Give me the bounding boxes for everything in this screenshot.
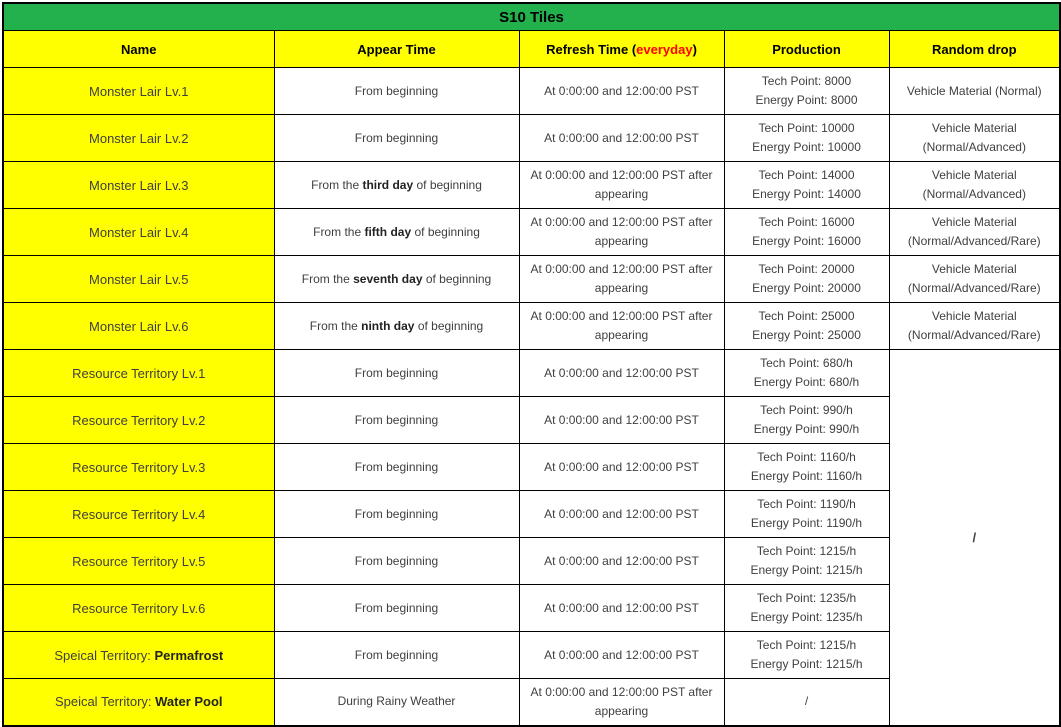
random-drop-cell: Vehicle Material (Normal/Advanced/Rare) [889,256,1060,303]
production-line: Energy Point: 680/h [753,375,860,389]
production-line: Tech Point: 16000 [758,215,855,229]
column-header-appear-time [274,31,519,68]
name-cell [3,538,274,585]
text-segment: ) [692,41,697,57]
text-segment: From beginning [354,83,439,98]
random-drop-merged-cell: / [889,350,1060,726]
bold-text-segment: third day [362,177,414,192]
bold-text-segment: Water Pool [155,694,223,710]
production-line: Tech Point: 14000 [758,168,855,182]
table-row [3,115,1060,162]
name-cell [3,397,274,444]
production-line: Energy Point: 8000 [755,93,858,107]
appear-time-cell [274,491,519,538]
text-segment: Speical Territory: [54,694,156,710]
production-line: Tech Point: 1215/h [756,638,857,652]
text-segment: of beginning [411,224,480,239]
text-segment: During Rainy Weather [337,694,456,709]
text-segment: From beginning [354,459,439,474]
name-cell [3,444,274,491]
production-line: Energy Point: 1160/h [750,469,863,483]
table-row [3,350,1060,397]
production-line: Energy Point: 25000 [752,328,861,342]
text-segment: Monster Lair Lv.6 [89,318,189,334]
refresh-time-cell: At 0:00:00 and 12:00:00 PST [519,538,724,585]
text-segment: From beginning [354,365,439,380]
production-line: Tech Point: 1160/h [757,450,856,464]
appear-time-cell [274,68,519,115]
refresh-time-cell: At 0:00:00 and 12:00:00 PST [519,585,724,632]
text-segment: Monster Lair Lv.5 [89,271,189,287]
name-cell [3,162,274,209]
refresh-time-cell: At 0:00:00 and 12:00:00 PST [519,115,724,162]
refresh-time-cell: At 0:00:00 and 12:00:00 PST after appearing [519,679,724,726]
appear-time-cell [274,679,519,726]
appear-time-cell [274,115,519,162]
text-segment: Speical Territory: [54,647,155,663]
production-cell [724,162,889,209]
production-cell [724,350,889,397]
name-cell [3,350,274,397]
text-segment: of beginning [413,177,482,192]
column-header-production [724,31,889,68]
column-header-random-drop [889,31,1060,68]
appear-time-cell [274,303,519,350]
name-cell [3,632,274,679]
production-line: Energy Point: 20000 [752,281,861,295]
text-segment: From beginning [354,506,439,521]
production-line: Tech Point: 10000 [758,121,855,135]
table-row [3,256,1060,303]
appear-time-cell [274,256,519,303]
text-segment: Production [772,41,841,57]
bold-text-segment: fifth day [364,224,412,239]
table-title: S10 Tiles [3,3,1060,31]
table-row [3,303,1060,350]
text-segment: Monster Lair Lv.1 [89,83,189,99]
production-cell [724,115,889,162]
text-segment: From beginning [354,600,439,615]
text-segment: Monster Lair Lv.2 [89,130,189,146]
refresh-time-cell: At 0:00:00 and 12:00:00 PST [519,68,724,115]
text-segment: Resource Territory Lv.4 [72,506,206,522]
text-segment: Appear Time [357,41,436,57]
name-cell [3,679,274,726]
production-line: Tech Point: 1235/h [756,591,857,605]
production-line: Tech Point: 20000 [758,262,855,276]
appear-time-cell [274,632,519,679]
appear-time-cell [274,162,519,209]
production-cell [724,209,889,256]
text-segment: Resource Territory Lv.1 [72,365,206,381]
production-cell [724,585,889,632]
name-cell [3,68,274,115]
text-segment: Resource Territory Lv.5 [72,553,206,569]
red-text-segment: everyday [636,41,693,57]
production-line: Tech Point: 8000 [761,74,852,88]
bold-text-segment: Permafrost [154,647,224,663]
text-segment: of beginning [422,271,492,286]
text-segment: From beginning [354,412,439,427]
text-segment: Monster Lair Lv.3 [89,177,189,193]
column-header-refresh-time [519,31,724,68]
appear-time-cell [274,209,519,256]
text-segment: of beginning [414,318,484,333]
production-cell [724,679,889,726]
production-cell [724,632,889,679]
production-line: Energy Point: 10000 [752,140,861,154]
production-cell [724,397,889,444]
text-segment: From the [311,177,363,192]
text-segment: Resource Territory Lv.3 [72,459,206,475]
production-line: Tech Point: 680/h [760,356,853,370]
s10-tiles-table [2,2,1061,727]
production-line: Energy Point: 1235/h [750,610,863,624]
production-line: Energy Point: 14000 [752,187,861,201]
text-segment: Resource Territory Lv.2 [72,412,206,428]
text-segment: Resource Territory Lv.6 [72,600,206,616]
bold-text-segment: seventh day [353,271,423,286]
production-line: Tech Point: 1215/h [756,544,857,558]
name-cell [3,585,274,632]
production-cell [724,303,889,350]
production-line: / [804,694,809,709]
text-segment: Name [121,41,157,57]
name-cell [3,209,274,256]
header-row [3,31,1060,68]
refresh-time-cell: At 0:00:00 and 12:00:00 PST [519,444,724,491]
table-row [3,68,1060,115]
production-line: Energy Point: 16000 [752,234,861,248]
text-segment: Random drop [932,41,1017,57]
text-segment: From beginning [354,553,439,568]
production-cell [724,444,889,491]
production-line: Tech Point: 1190/h [757,497,856,511]
appear-time-cell [274,350,519,397]
production-line: Energy Point: 1215/h [750,657,863,671]
text-segment: From the [309,318,362,333]
appear-time-cell [274,444,519,491]
appear-time-cell [274,397,519,444]
name-cell [3,491,274,538]
text-segment: Monster Lair Lv.4 [89,224,189,240]
random-drop-cell: Vehicle Material (Normal/Advanced/Rare) [889,209,1060,256]
refresh-time-cell: At 0:00:00 and 12:00:00 PST after appearing [519,162,724,209]
refresh-time-cell: At 0:00:00 and 12:00:00 PST [519,491,724,538]
name-cell [3,115,274,162]
text-segment: From beginning [354,130,439,145]
text-segment: From beginning [354,647,439,662]
production-cell [724,538,889,585]
production-line: Energy Point: 1215/h [750,563,863,577]
random-drop-cell: Vehicle Material (Normal) [889,68,1060,115]
column-header-name [3,31,274,68]
production-cell [724,491,889,538]
refresh-time-cell: At 0:00:00 and 12:00:00 PST [519,397,724,444]
text-segment: From the [313,224,365,239]
production-line: Energy Point: 990/h [753,422,860,436]
production-line: Tech Point: 990/h [760,403,853,417]
refresh-time-cell: At 0:00:00 and 12:00:00 PST after appearing [519,256,724,303]
table-row [3,162,1060,209]
random-drop-cell: Vehicle Material (Normal/Advanced) [889,115,1060,162]
random-drop-cell: Vehicle Material (Normal/Advanced) [889,162,1060,209]
production-cell [724,256,889,303]
refresh-time-cell: At 0:00:00 and 12:00:00 PST [519,350,724,397]
production-line: Energy Point: 1190/h [750,516,863,530]
random-drop-cell: Vehicle Material (Normal/Advanced/Rare) [889,303,1060,350]
refresh-time-cell: At 0:00:00 and 12:00:00 PST [519,632,724,679]
production-cell [724,68,889,115]
title-row [3,3,1060,31]
text-segment: Refresh Time ( [546,41,637,57]
table-row [3,209,1060,256]
production-line: Tech Point: 25000 [758,309,855,323]
name-cell [3,256,274,303]
refresh-time-cell: At 0:00:00 and 12:00:00 PST after appearing [519,209,724,256]
refresh-time-cell: At 0:00:00 and 12:00:00 PST after appearing [519,303,724,350]
name-cell [3,303,274,350]
appear-time-cell [274,538,519,585]
text-segment: From the [301,271,354,286]
bold-text-segment: ninth day [361,318,415,333]
appear-time-cell [274,585,519,632]
